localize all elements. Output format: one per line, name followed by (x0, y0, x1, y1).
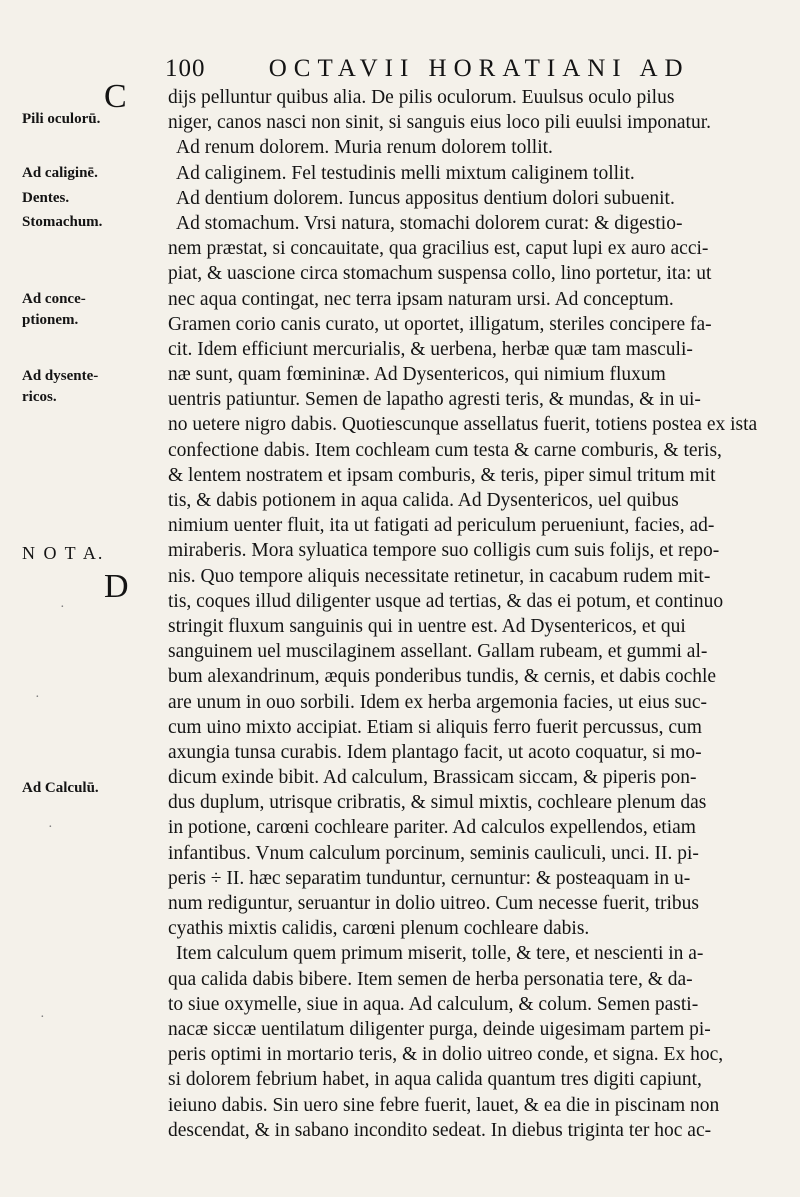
text-line: Ad stomachum. Vrsi natura, stomachi dolorem curat: & digestio- (176, 212, 683, 234)
side-note-ad-caliginem: Ad caliginē. (22, 165, 98, 181)
section-letter-c: C (104, 78, 127, 115)
text-line: næ sunt, quam fœmininæ. Ad Dysentericos, qui nimium fluxum (168, 364, 666, 386)
side-note-nota: N O T A. (22, 543, 105, 563)
ink-mark: · (48, 820, 53, 835)
text-line: Item calculum quem primum miserit, tolle, & tere, et nescienti in a- (176, 943, 704, 965)
text-line: Ad dentium dolorem. Iuncus appositus dentium dolori subuenit. (176, 187, 675, 209)
text-line: Ad caliginem. Fel testudinis melli mixtum caliginem tollit. (176, 162, 635, 184)
text-line: Gramen corio canis curato, ut oportet, illigatum, steriles concipere fa- (168, 313, 712, 335)
text-line: qua calida dabis bibere. Item semen de herba personatia tere, & da- (168, 968, 693, 990)
text-line: ieiuno dabis. Sin uero sine febre fuerit, lauet, & ea die in piscinam non (168, 1094, 720, 1116)
text-line: descendat, & in sabano incondito sedeat. In diebus triginta ter hoc ac- (168, 1119, 712, 1141)
text-line: cit. Idem efficiunt mercurialis, & uerbena, herbæ quæ tam masculi- (168, 338, 693, 360)
text-line: no uetere nigro dabis. Quotiescunque assellatus fuerit, totiens postea ex ista (168, 414, 758, 436)
text-line: are unum in ouo sorbili. Idem ex herba argemonia facies, ut eius suc- (168, 691, 707, 713)
text-line: niger, canos nasci non sinit, si sanguis eius loco pili euulsi imponatur. (168, 112, 711, 134)
text-line: confectione dabis. Item cochleam cum testa & carne comburis, & teris, (168, 439, 722, 461)
text-line: nis. Quo tempore aliquis necessitate retinetur, in cacabum rudem mit- (168, 565, 711, 587)
text-line: Ad renum dolorem. Muria renum dolorem tollit. (176, 137, 553, 159)
text-line: dijs pelluntur quibus alia. De pilis oculorum. Euulsus oculo pilus (168, 87, 675, 108)
ink-mark: · (40, 1010, 45, 1025)
ink-mark: · (60, 600, 65, 615)
text-line: dus duplum, utrisque cribratis, & simul mixtis, cochleare plenum das (168, 792, 707, 814)
text-line: tis, coques illud diligenter usque ad tertias, & das ei potum, et continuo (168, 590, 724, 612)
running-header (165, 55, 795, 83)
text-line: si dolorem febrium habet, in aqua calida quantum tres digiti capiunt, (168, 1069, 702, 1091)
ink-mark: · (35, 690, 40, 705)
text-line: uentris patiuntur. Semen de lapatho agresti teris, & mundas, & in ui- (168, 389, 701, 411)
text-line: peris optimi in mortario teris, & in dolio uitreo conde, et signa. Ex hoc, (168, 1044, 724, 1066)
text-line: in potione, carœni cochleare pariter. Ad calculos expellendos, etiam (168, 817, 696, 839)
text-line: sanguinem uel muscilaginem assellant. Gallam rubeam, et gummi al- (168, 641, 708, 663)
side-note-pili-oculorum: Pili oculorū. (22, 111, 101, 127)
text-line: axungia tunsa curabis. Idem plantago facit, ut acoto coquatur, si mo- (168, 741, 702, 763)
text-line: nem præstat, si concauitate, qua gracilius est, caput lupi ex auro acci- (168, 238, 709, 260)
side-note-dentes: Dentes. (22, 190, 70, 206)
text-line: nacæ siccæ uentilatum diligenter purga, deinde uigesimam partem pi- (168, 1018, 711, 1040)
section-letter-d: D (104, 568, 129, 605)
text-line: tis, & dabis potionem in aqua calida. Ad Dysentericos, uel quibus (168, 490, 679, 511)
text-line: piat, & uascione circa stomachum suspensa collo, lino portetur, ita: ut (168, 263, 712, 285)
running-title: OCTAVII HORATIANI AD (268, 55, 690, 82)
text-line: cyathis mixtis calidis, carœni plenum cochleare dabis. (168, 918, 590, 940)
side-note-ad-dysentericos-2: ricos. (22, 389, 57, 405)
body-text (168, 85, 788, 1143)
text-line: to siue oxymelle, siue in aqua. Ad calculum, & colum. Semen pasti- (168, 993, 699, 1015)
side-note-stomachum: Stomachum. (22, 214, 103, 230)
text-line: peris ÷ II. hæc separatim tunduntur, cernuntur: & posteaquam in u- (168, 867, 691, 889)
text-line: & lentem nostratem et ipsam comburis, & teris, piper simul tritum mit (168, 464, 716, 486)
side-note-ad-conceptionem-1: Ad conce- (22, 291, 86, 307)
text-line: miraberis. Mora syluatica tempore suo colligis cum suis folijs, et repo- (168, 540, 720, 562)
text-line: infantibus. Vnum calculum porcinum, seminis cauliculi, unci. II. pi- (168, 842, 699, 864)
page-number: 100 (165, 55, 206, 82)
side-note-ad-calculum: Ad Calculū. (22, 780, 99, 796)
text-line: num rediguntur, seruantur in dolio uitreo. Cum necesse fuerit, tribus (168, 893, 700, 914)
text-line: stringit fluxum sanguinis qui in uentre est. Ad Dysentericos, et qui (168, 615, 686, 637)
side-note-ad-dysentericos-1: Ad dysente- (22, 368, 99, 384)
text-line: dicum exinde bibit. Ad calculum, Brassicam siccam, & piperis pon- (168, 767, 697, 789)
text-line: nec aqua contingat, nec terra ipsam naturam ursi. Ad conceptum. (168, 288, 674, 310)
text-line: cum uino mixto accipiat. Etiam si aliquis ferro fuerit percussus, cum (168, 716, 702, 738)
text-line: bum alexandrinum, æquis ponderibus tundis, & cernis, et dabis cochle (168, 666, 717, 688)
side-note-ad-conceptionem-2: ptionem. (22, 312, 79, 328)
text-line: nimium uenter fluit, ita ut fatigati ad periculum perueniunt, facies, ad- (168, 515, 715, 537)
